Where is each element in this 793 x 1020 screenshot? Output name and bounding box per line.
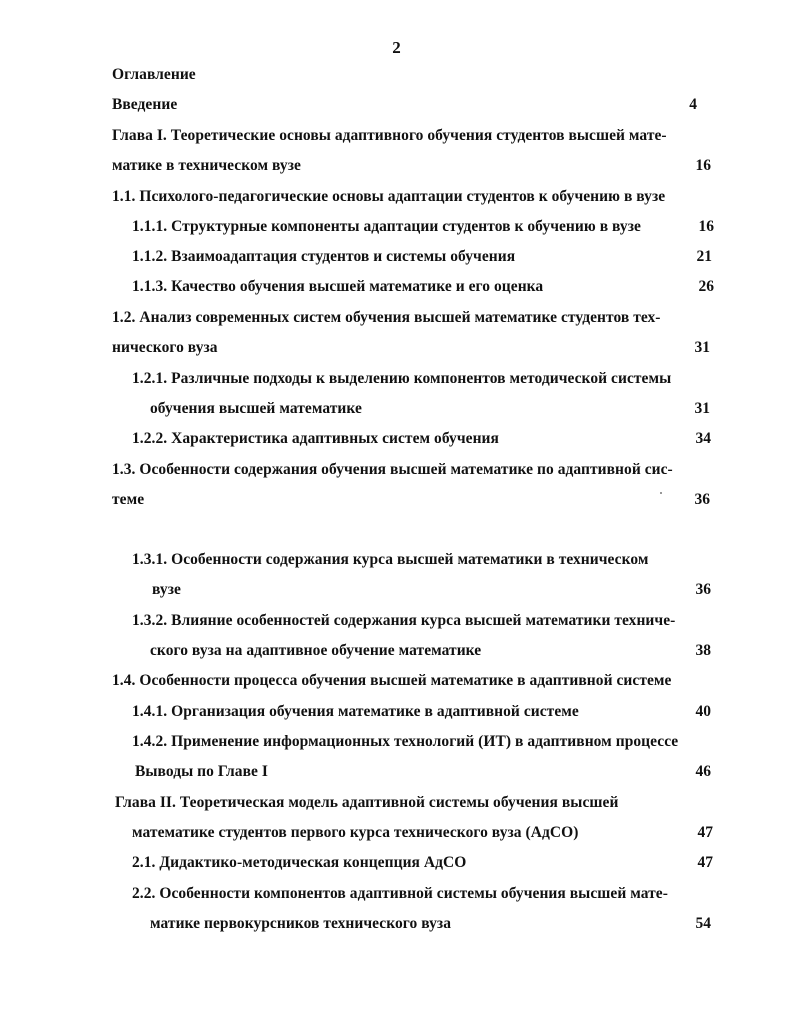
toc-entry-text: Глава I. Теоретические основы адаптивного обучения студентов высшей мате- <box>112 127 667 144</box>
toc-entry-text: Выводы по Главе I <box>135 763 268 780</box>
toc-entry-text: 1.1.1. Структурные компоненты адаптации студентов к обучению в вузе <box>132 218 641 235</box>
toc-entry-text: 1.1.2. Взаимоадаптация студентов и системы обучения <box>132 248 516 265</box>
scan-speck <box>660 492 662 494</box>
toc-entry-page: 47 <box>697 854 713 871</box>
toc-entry-text: 1.4. Особенности процесса обучения высшей математике в адаптивной системе <box>112 672 672 689</box>
toc-entry-text: 2.1. Дидактико-методическая концепция АдСО <box>132 854 467 871</box>
toc-entry-text: математике студентов первого курса технического вуза (АдСО) <box>132 824 579 841</box>
toc-entry-page: 46 <box>695 763 711 780</box>
toc-entry-page: 31 <box>694 400 710 417</box>
toc-entry-text: 1.4.1. Организация обучения математике в адаптивной системе <box>132 703 579 720</box>
toc-entry-text: 1.2.1. Различные подходы к выделению компонентов методической системы <box>132 370 672 387</box>
toc-entry-text: теме <box>112 491 145 508</box>
toc-entry-page: 26 <box>698 278 714 295</box>
toc-entry-text: матике в техническом вузе <box>112 157 301 174</box>
toc-entry-page: 4 <box>689 96 697 113</box>
toc-entry-text: 1.3.1. Особенности содержания курса высшей математики в техническом <box>132 551 649 568</box>
toc-entry-text: матике первокурсников технического вуза <box>150 915 452 932</box>
toc-entry-page: 31 <box>694 339 710 356</box>
toc-title: Оглавление <box>112 66 196 83</box>
toc-entry-text: 1.2.2. Характеристика адаптивных систем обучения <box>132 430 499 447</box>
toc-entry-page: 16 <box>695 157 711 174</box>
toc-entry-page: 36 <box>694 491 710 508</box>
toc-entry-page: 21 <box>696 248 712 265</box>
toc-entry-text: 1.2. Анализ современных систем обучения высшей математике студентов тех- <box>112 309 661 326</box>
toc-entry-text: 2.2. Особенности компонентов адаптивной системы обучения высшей мате- <box>132 885 668 902</box>
toc-entry-page: 40 <box>695 703 711 720</box>
page-number: 2 <box>392 38 401 57</box>
toc-entry-text: ского вуза на адаптивное обучение математике <box>150 642 482 659</box>
toc-entry-text: обучения высшей математике <box>150 400 362 417</box>
toc-entry-text: Введение <box>112 96 178 113</box>
toc-entry-page: 54 <box>695 915 711 932</box>
toc-entry-page: 34 <box>695 430 711 447</box>
toc-entry-text: 1.1.3. Качество обучения высшей математике и его оценка <box>132 278 544 295</box>
toc-entry-page: 36 <box>695 581 711 598</box>
toc-entry-text: нического вуза <box>112 339 218 356</box>
toc-entry-text: 1.3.2. Влияние особенностей содержания курса высшей математики техниче- <box>132 612 676 629</box>
toc-entry-page: 38 <box>695 642 711 659</box>
toc-entry-text: 1.4.2. Применение информационных технологий (ИТ) в адаптивном процессе <box>132 733 679 750</box>
toc-entry-page: 16 <box>698 218 714 235</box>
toc-entry-text: Глава II. Теоретическая модель адаптивной системы обучения высшей <box>115 794 619 811</box>
toc-entry-text: 1.1. Психолого-педагогические основы адаптации студентов к обучению в вузе <box>112 188 666 205</box>
toc-entry-text: 1.3. Особенности содержания обучения высшей математике по адаптивной сис- <box>112 461 673 478</box>
toc-entry-text: вузе <box>152 581 181 598</box>
toc-entry-page: 47 <box>697 824 713 841</box>
